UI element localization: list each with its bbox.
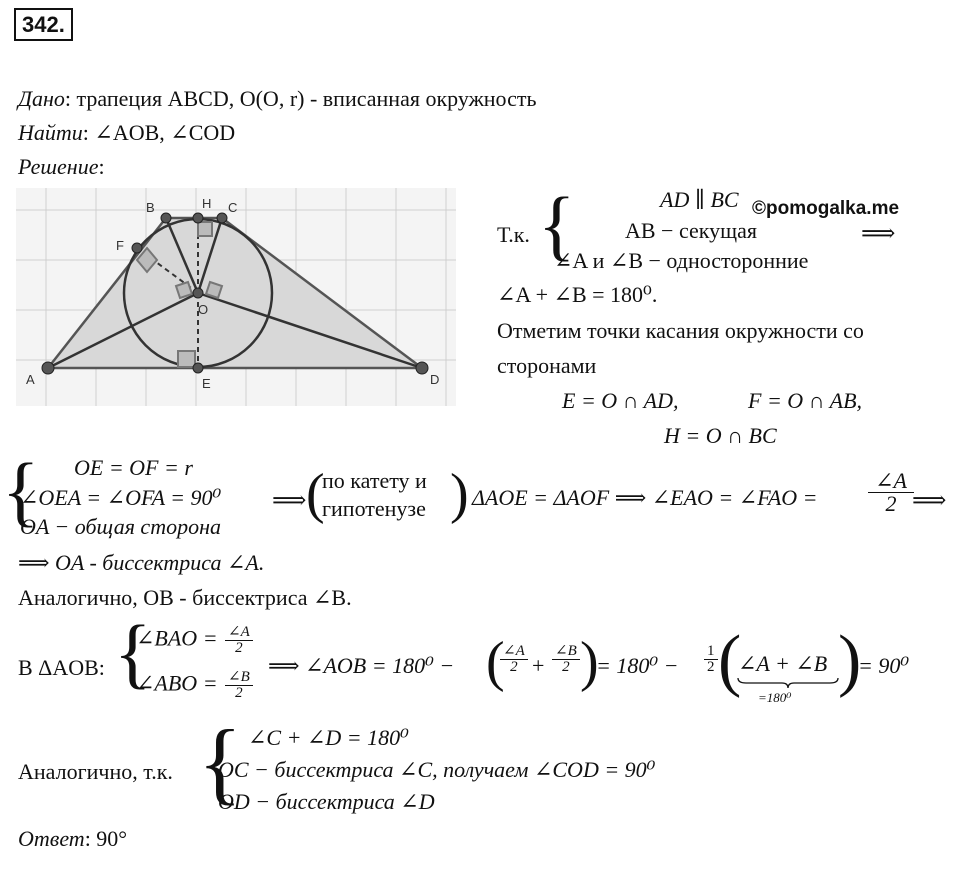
aob-fb-den: 2 [562,659,570,675]
aob-half [704,644,718,675]
tangent-eq-2: F = O ∩ AB, [748,388,863,413]
aob-l2-num: ∠B [225,670,253,686]
aob-line2 [136,670,253,701]
system1-line2: ∠OEA = ∠OFA = 90⁰ [20,485,222,510]
system1-frac-den: 2 [885,491,897,516]
tangent-text-2: сторонами [497,353,597,378]
cod-l2-tail: , получаем ∠COD = 90⁰ [432,757,656,782]
aob-frac-b [552,644,580,675]
answer-text: : 90° [84,826,128,851]
tangent-eq-3: H = O ∩ BC [664,423,777,448]
label-F: F [116,238,124,253]
given-label: Дано [18,86,65,111]
cod-brace: { [198,711,243,813]
aob-under-label: =180⁰ [758,690,792,705]
find-text: : ∠AOB, ∠COD [82,120,236,145]
problem-number: 342. [14,8,73,41]
find-label: Найти [18,120,83,145]
tangent-eq-1: E = O ∩ AD, [562,388,679,413]
system1-frac-num: ∠A [868,470,914,493]
given-line [18,88,537,110]
aob-prefix: В ΔAOB: [18,655,105,680]
aob-fa-num: ∠A [500,644,528,660]
aob-half-den: 2 [707,659,715,675]
aob-eq2: = 180⁰ − [596,653,679,678]
system1-arrow2: ⟹ [912,488,947,514]
answer-line [18,828,127,850]
find-line [18,122,235,144]
bisector-a: ⟹ OA - биссектриса ∠A. [18,550,265,575]
tk-arrow: ⟹ [861,221,896,247]
aob-fa-den: 2 [510,659,518,675]
reason-paren-left: ( [306,463,325,525]
label-D: D [430,372,440,387]
aob-l2-den: 2 [235,685,243,701]
aob-paren1-right: ) [580,631,599,693]
aob-plus: + [532,653,545,678]
tk-brace: { [538,181,576,268]
aob-l1-text: ∠BAO = [136,625,218,651]
aob-half-num: 1 [704,644,718,660]
system1-line1: OE = OF = r [74,455,193,480]
aob-end: = 90⁰ [858,653,910,678]
aob-line1 [136,625,253,656]
reason-line2: гипотенузе [322,496,426,521]
system1-arrow1: ⟹ [272,488,307,514]
cod-line2 [218,759,656,781]
aob-frac-a [500,644,528,675]
aob-l2-text: ∠ABO = [136,670,218,696]
aob-paren1-left: ( [486,631,505,693]
aob-underbrace [736,676,840,690]
sum-ab: ∠A + ∠B = 180⁰. [497,282,658,307]
aob-brace: { [114,609,152,696]
answer-label: Ответ [18,826,85,851]
system1-line3: OA − общая сторона [20,514,221,539]
label-O: O [198,302,209,317]
aob-l1-den: 2 [235,640,243,656]
reason-paren-right: ) [450,463,469,525]
cod-prefix: Аналогично, т.к. [18,759,173,784]
label-C: C [228,200,238,215]
trapezoid-figure [16,188,456,406]
cod-line3: OD − биссектриса ∠D [218,789,435,814]
reason-line1: по катету и [322,468,427,493]
label-H: H [202,196,212,211]
aob-l1-num: ∠A [225,625,253,641]
solution-label: Решение [18,154,99,179]
bisector-b: Аналогично, OB - биссектриса ∠B. [18,585,352,610]
cod-l2-text: OC − биссектриса ∠C [218,757,433,782]
given-text: : трапеция ABCD, O(O, r) - вписанная окружность [64,86,537,111]
system1-result: ΔAOE = ΔAOF ⟹ ∠EAO = ∠FAO = [472,485,818,510]
tangent-text-1: Отметим точки касания окружности со [497,318,864,343]
tk-line2: AB − секущая [625,218,757,243]
cod-line1: ∠C + ∠D = 180⁰ [248,725,409,750]
system1-brace: { [2,447,40,534]
aob-mid: ⟹ ∠AOB = 180⁰ − [268,653,455,678]
aob-paren2-left: ( [718,622,742,699]
tk-line1: AD ∥ BC [660,187,739,212]
solution-line: Решение: [18,154,105,179]
tk-line3: ∠A и ∠B − односторонние [554,248,809,273]
label-B: B [146,200,155,215]
label-A: A [26,372,35,387]
tk-prefix: Т.к. [497,222,530,247]
system1-fraction [868,470,914,515]
watermark: ©pomogalka.me [752,198,900,219]
aob-paren2-right: ) [838,622,862,699]
label-E: E [202,376,211,391]
aob-fb-num: ∠B [552,644,580,660]
aob-inner: ∠A + ∠B [738,651,828,676]
